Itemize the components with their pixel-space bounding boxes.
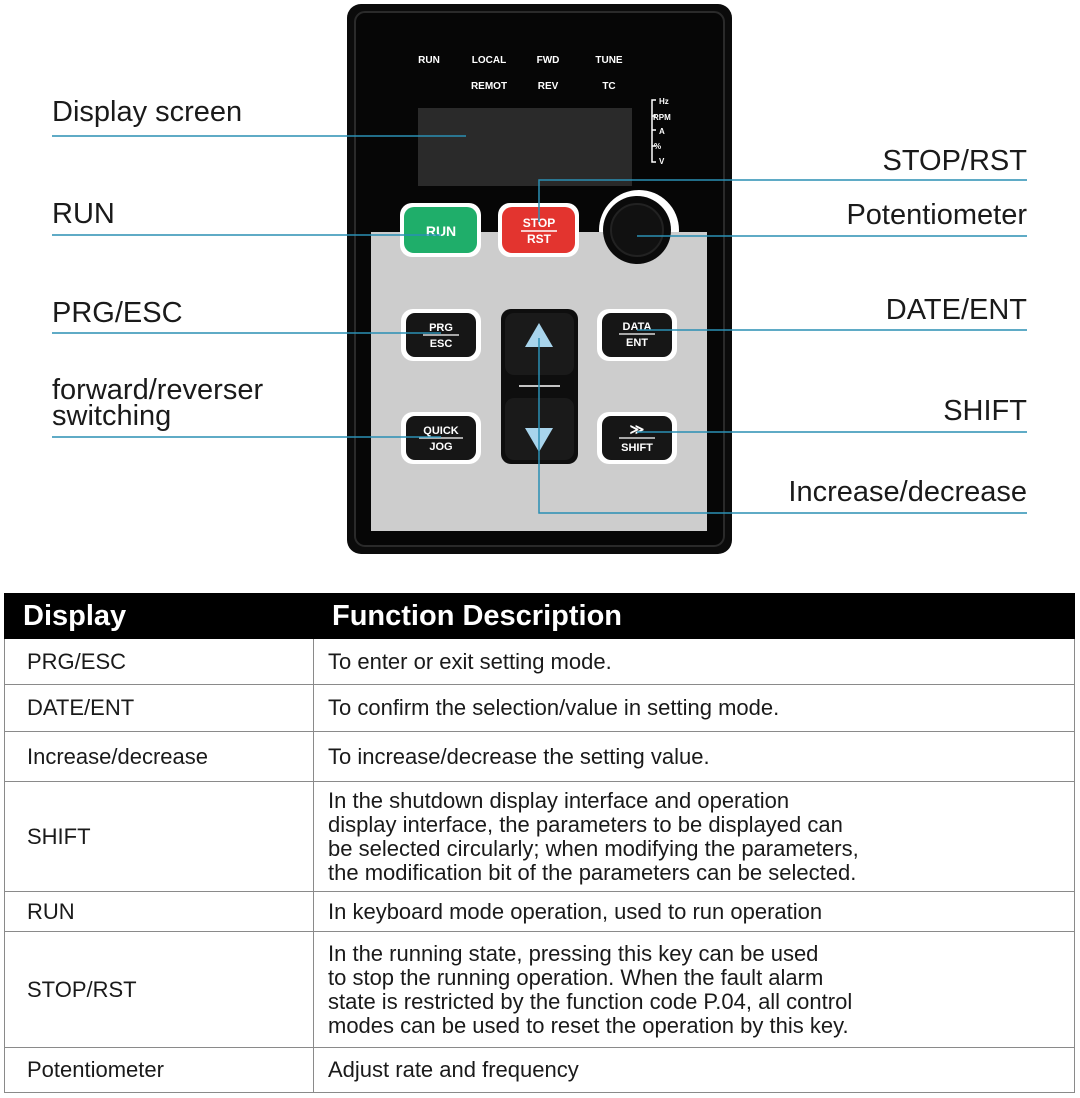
- unit-a: A: [659, 127, 665, 136]
- description-line: In keyboard mode operation, used to run operation: [328, 898, 823, 924]
- callout-fwd-rev-line2: switching: [52, 400, 172, 432]
- description-line: In the running state, pressing this key can be used: [328, 940, 819, 966]
- callout-run: RUN: [52, 198, 115, 230]
- callout-prg-esc: PRG/ESC: [52, 297, 183, 329]
- header-display: Display: [5, 594, 314, 639]
- description-line: to stop the running operation. When the fault alarm: [328, 964, 824, 990]
- table-row: [5, 1048, 1075, 1093]
- indicator-local: LOCAL: [471, 55, 507, 66]
- indicator-run: RUN: [418, 55, 440, 66]
- callout-date-ent: DATE/ENT: [885, 294, 1027, 326]
- callout-increase-decrease: Increase/decrease: [788, 476, 1027, 508]
- description-line: the modification bit of the parameters can be selected.: [328, 859, 857, 885]
- table-row: [5, 932, 1075, 1048]
- indicator-remot: REMOT: [470, 81, 508, 92]
- shift-key-bottom-label: SHIFT: [621, 442, 653, 454]
- row-description: [314, 892, 1075, 932]
- row-description: [314, 782, 1075, 892]
- row-description: [314, 1048, 1075, 1093]
- unit-v: V: [659, 157, 665, 166]
- row-description: [314, 685, 1075, 732]
- prg-key-bottom-label: ESC: [429, 338, 453, 350]
- table-row: [5, 639, 1075, 685]
- data-key-bottom-label: ENT: [626, 337, 648, 349]
- quick-key-top-label: QUICK: [423, 425, 459, 437]
- callout-fwd-rev: [52, 374, 264, 432]
- row-description: [314, 639, 1075, 685]
- row-display: Potentiometer: [5, 1048, 314, 1093]
- description-line: modes can be used to reset the operation by this key.: [328, 1012, 849, 1038]
- display-screen: [418, 108, 632, 186]
- unit-hz: Hz: [659, 97, 669, 106]
- callout-fwd-rev-line1: forward/reverser: [52, 374, 264, 406]
- row-display: RUN: [5, 892, 314, 932]
- unit-percent: %: [654, 142, 662, 151]
- data-ent-key[interactable]: [602, 313, 672, 357]
- description-line: display interface, the parameters to be displayed can: [328, 811, 843, 837]
- indicator-tc: TC: [602, 81, 616, 92]
- description-line: To confirm the selection/value in setting mode.: [328, 695, 780, 720]
- description-line: To increase/decrease the setting value.: [328, 743, 710, 769]
- row-display: DATE/ENT: [5, 685, 314, 732]
- row-display: SHIFT: [5, 782, 314, 892]
- row-description: [314, 732, 1075, 782]
- row-description: [314, 932, 1075, 1048]
- shift-double-chevron-icon: ≫: [629, 421, 645, 437]
- indicator-rev: REV: [537, 81, 559, 92]
- quick-key-bottom-label: JOG: [429, 441, 453, 453]
- prg-key-top-label: PRG: [429, 322, 453, 334]
- indicator-fwd: FWD: [536, 55, 560, 66]
- description-line: state is restricted by the function code P.04, all control: [328, 988, 853, 1014]
- callout-potentiometer: Potentiometer: [846, 199, 1027, 231]
- description-line: Adjust rate and frequency: [328, 1057, 579, 1082]
- row-display: STOP/RST: [5, 932, 314, 1048]
- stop-key-bottom-label: RST: [527, 232, 551, 246]
- run-key-label: RUN: [425, 223, 457, 239]
- function-table: [4, 593, 1075, 1093]
- potentiometer-knob-center: [611, 204, 663, 256]
- description-line: be selected circularly; when modifying the parameters,: [328, 835, 859, 861]
- data-key-top-label: DATA: [622, 321, 652, 333]
- table-row: [5, 782, 1075, 892]
- header-function-description: Function Description: [314, 594, 1075, 639]
- table-row: [5, 892, 1075, 932]
- callout-display-screen: Display screen: [52, 96, 243, 128]
- row-display: Increase/decrease: [5, 732, 314, 782]
- table-row: [5, 685, 1075, 732]
- callout-stop-rst: STOP/RST: [882, 145, 1027, 177]
- description-line: To enter or exit setting mode.: [328, 648, 612, 674]
- unit-rpm: RPM: [653, 113, 671, 122]
- table-header-row: [5, 594, 1075, 639]
- callout-shift: SHIFT: [943, 395, 1027, 427]
- description-line: In the shutdown display interface and operation: [328, 787, 790, 813]
- stop-key-top-label: STOP: [522, 216, 556, 230]
- indicator-tune: TUNE: [595, 55, 623, 66]
- row-display: PRG/ESC: [5, 639, 314, 685]
- table-row: [5, 732, 1075, 782]
